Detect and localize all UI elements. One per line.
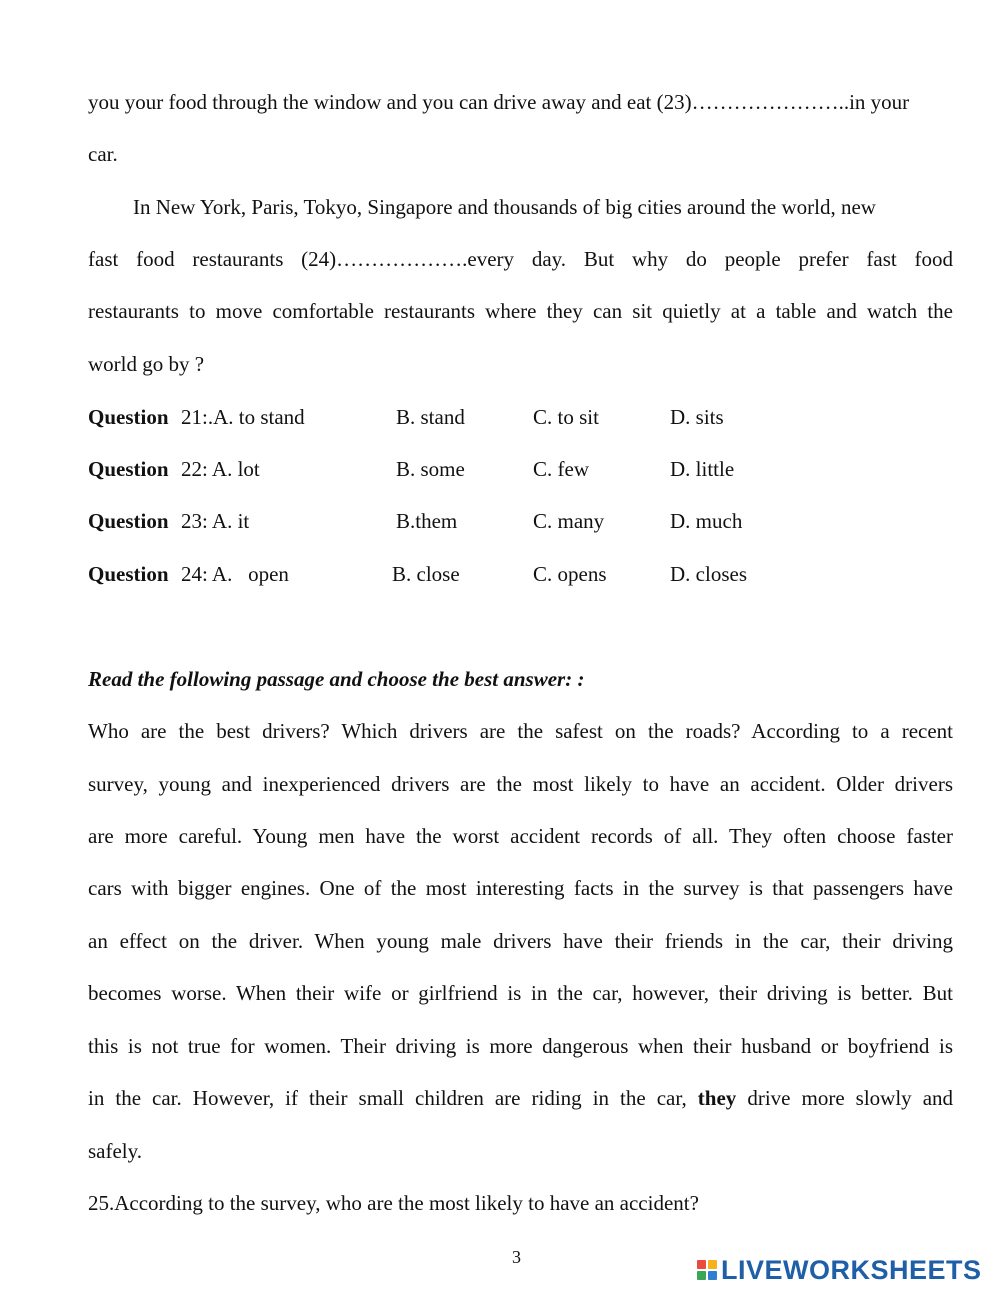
question-row <box>88 562 968 586</box>
question-row <box>88 509 968 533</box>
logo-icon <box>697 1260 717 1280</box>
passage1-line: fast food restaurants (24)……………….every day. But why do people prefer fast food <box>88 247 953 271</box>
question-option-d: D. little <box>670 457 735 481</box>
question-option-b: B. close <box>392 562 460 586</box>
passage2-line: this is not true for women. Their driving is more dangerous when their husband or boyfriend is <box>88 1034 953 1058</box>
question-option-c: C. opens <box>533 562 607 586</box>
question-label: Question <box>88 562 169 586</box>
passage1-line: you your food through the window and you can drive away and eat (23)…………………..in your <box>88 90 910 114</box>
passage1-line: car. <box>88 142 118 166</box>
question-option-d: D. closes <box>670 562 747 586</box>
question-option-b: B. some <box>396 457 465 481</box>
question-row <box>88 457 968 481</box>
question-option-a: 23: A. it <box>181 509 250 533</box>
passage2-emphasis: they <box>697 1086 737 1110</box>
question-option-d: D. much <box>670 509 743 533</box>
passage2-line: are more careful. Young men have the worst accident records of all. They often choose faster <box>88 824 953 848</box>
passage1-line: world go by ? <box>88 352 205 376</box>
passage2-line: safely. <box>88 1139 143 1163</box>
logo-square-icon <box>697 1260 706 1269</box>
passage2-line: survey, young and inexperienced drivers are the most likely to have an accident. Older drivers <box>88 772 953 796</box>
question-option-a: 21:.A. to stand <box>181 405 305 429</box>
passage2-line <box>88 1086 953 1110</box>
passage1-line: In New York, Paris, Tokyo, Singapore and thousands of big cities around the world, new <box>133 195 876 219</box>
passage1-line: restaurants to move comfortable restaurants where they can sit quietly at a table and watch the <box>88 299 953 323</box>
logo-square-icon <box>708 1271 717 1280</box>
passage2-line: cars with bigger engines. One of the most interesting facts in the survey is that passengers have <box>88 876 953 900</box>
page-number: 3 <box>512 1247 521 1267</box>
logo-square-icon <box>708 1260 717 1269</box>
logo-text: LIVEWORKSHEETS <box>721 1255 982 1285</box>
question-option-a: 22: A. lot <box>181 457 260 481</box>
question-option-a: 24: A. open <box>181 562 289 586</box>
passage2-line: Who are the best drivers? Which drivers are the safest on the roads? According to a recent <box>88 719 953 743</box>
passage2-text: drive more slowly and <box>747 1086 954 1110</box>
question-option-b: B.them <box>396 509 458 533</box>
question-row <box>88 405 968 429</box>
question-option-c: C. to sit <box>533 405 599 429</box>
question-label: Question <box>88 405 169 429</box>
question-option-b: B. stand <box>396 405 465 429</box>
liveworksheets-logo <box>697 1253 982 1287</box>
passage2-text: in the car. However, if their small children are riding in the car, <box>88 1086 687 1110</box>
logo-square-icon <box>697 1271 706 1280</box>
question-option-c: C. many <box>533 509 605 533</box>
question-option-c: C. few <box>533 457 589 481</box>
question-25: 25.According to the survey, who are the most likely to have an accident? <box>88 1191 699 1215</box>
question-label: Question <box>88 457 169 481</box>
passage2-line: becomes worse. When their wife or girlfriend is in the car, however, their driving is better. But <box>88 981 953 1005</box>
question-label: Question <box>88 509 169 533</box>
question-option-d: D. sits <box>670 405 724 429</box>
passage2-line: an effect on the driver. When young male drivers have their friends in the car, their driving <box>88 929 953 953</box>
section-heading: Read the following passage and choose the best answer: : <box>88 667 585 691</box>
